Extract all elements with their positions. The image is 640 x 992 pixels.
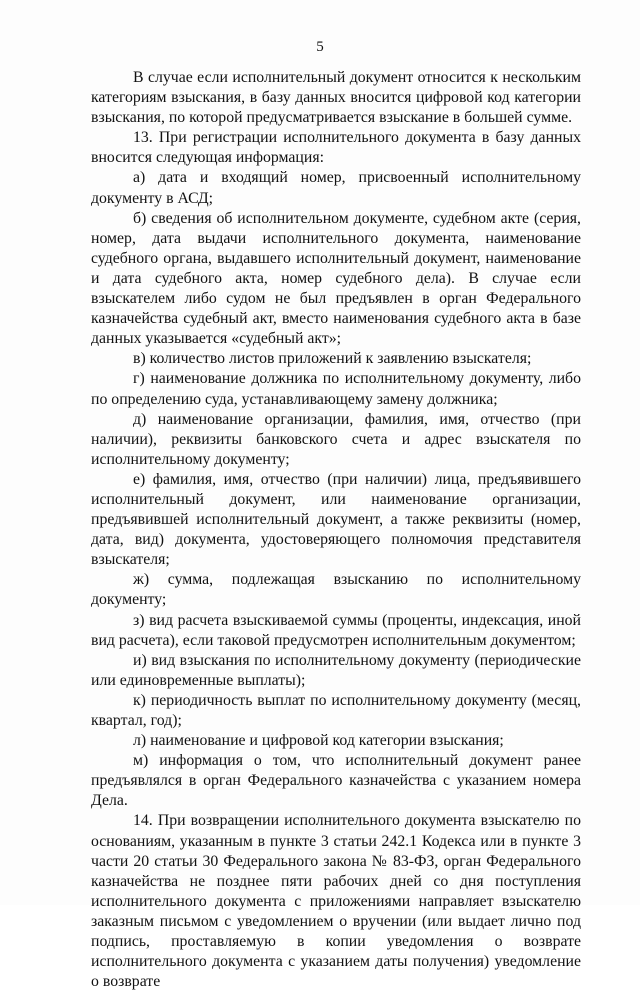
list-item-v: в) количество листов приложений к заявлению взыскателя; — [133, 350, 532, 368]
list-item-k: к) периодичность выплат по исполнительному документу (месяц, квартал, год); — [91, 691, 581, 729]
list-item-i: и) вид взыскания по исполнительному документу (периодические или единовременные выплаты); — [91, 651, 581, 689]
list-item-e: е) фамилия, имя, отчество (при наличии) лица, предъявившего исполнительный документ, или наименование организации, предъявившей исполнительный документ, а также реквизиты (номер, дата, вид) документа, удостоверяющего полномочия представителя взыскателя; — [91, 470, 581, 569]
list-item-z: з) вид расчета взыскиваемой суммы (проценты, индексация, иной вид расчета), если таковой предусмотрен исполнительным документом; — [91, 611, 581, 649]
list-item-zh: ж) сумма, подлежащая взысканию по исполнительному документу; — [91, 571, 581, 609]
paragraph-category-code: В случае если исполнительный документ относится к нескольким категориям взыскания, в базу данных вносится цифровой код категории взыскания, по которой предусматривается взыскание в большей сумме. — [91, 69, 581, 127]
page-number: 5 — [316, 39, 324, 55]
list-item-m: м) информация о том, что исполнительный документ ранее предъявлялся в орган Федерального казначейства с указанием номера Дела. — [91, 752, 581, 810]
list-item-d: д) наименование организации, фамилия, имя, отчество (при наличии), реквизиты банковского счета и адрес взыскателя по исполнительному документу; — [91, 410, 581, 468]
paragraph-13-intro: 13. При регистрации исполнительного документа в базу данных вносится следующая информация: — [91, 129, 581, 167]
document-body — [91, 68, 581, 992]
paragraph-14: 14. При возвращении исполнительного документа взыскателю по основаниям, указанным в пункте 3 статьи 242.1 Кодекса или в пункте 3 части 20 статьи 30 Федерального закона № 83-ФЗ, орган Федерального казначейства не позднее пяти рабочих дней со дня поступления исполнительного документа с приложениями направляет взыскателю заказным письмом с уведомлением о вручении (или выдает лично под подпись, проставляемую в копии уведомления о возврате исполнительного документа с указанием даты получения) уведомление о возврате — [91, 812, 581, 991]
list-item-b: б) сведения об исполнительном документе, судебном акте (серия, номер, дата выдачи исполнительного документа, наименование судебного органа, выдавшего исполнительный документ, наименование и дата судебного акта, номер судебного дела). В случае если взыскателем либо судом не был предъявлен в орган Федерального казначейства судебный акт, вместо наименования судебного акта в базе данных указывается «судебный акт»; — [91, 209, 581, 348]
list-item-a: а) дата и входящий номер, присвоенный исполнительному документу в АСД; — [91, 169, 581, 207]
list-item-g: г) наименование должника по исполнительному документу, либо по определению суда, устанавливающему замену должника; — [91, 370, 581, 408]
list-item-l: л) наименование и цифровой код категории взыскания; — [133, 732, 504, 750]
